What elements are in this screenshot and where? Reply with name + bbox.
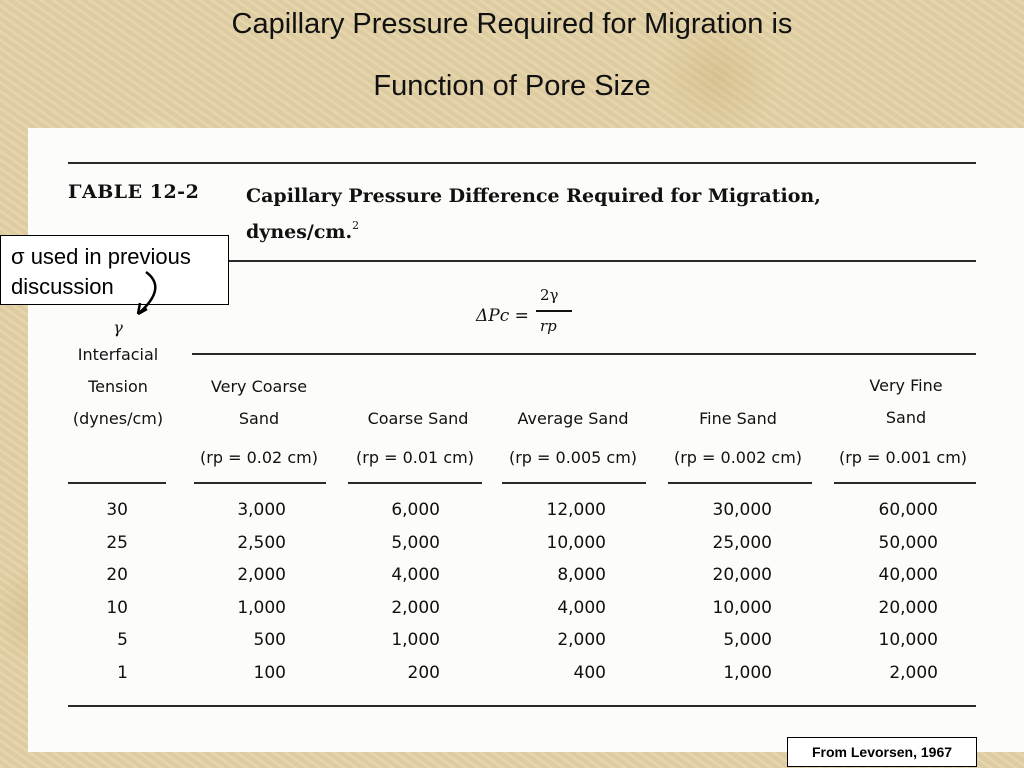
cell-value: 2,000	[889, 662, 938, 683]
cell-value: 10,000	[712, 597, 772, 618]
underline-col-coarse	[348, 482, 482, 484]
capillary-pressure-formula	[476, 286, 606, 346]
underline-col-very-coarse	[194, 482, 326, 484]
cell-value: 4,000	[557, 597, 606, 618]
cell-value: 8,000	[557, 565, 606, 585]
underline-col-very-fine	[834, 482, 976, 484]
cell-value: 2,000	[237, 565, 286, 585]
cell-value: 1,000	[391, 630, 440, 650]
rule-bottom	[68, 705, 976, 707]
cell-value: 1,000	[723, 662, 772, 683]
cell-value: 20,000	[878, 597, 938, 618]
underline-col-average	[502, 482, 646, 484]
cell-value: 2,000	[391, 597, 440, 618]
column-radius-fine: (rp = 0.002 cm)	[673, 448, 803, 467]
formula-denominator: rp	[540, 317, 557, 335]
column-radius-coarse: (rp = 0.01 cm)	[356, 448, 474, 467]
note-line-1: σ used in previous	[11, 244, 191, 269]
cell-value: 12,000	[546, 500, 606, 520]
underline-col-tension	[68, 482, 166, 484]
cell-tension: 20	[106, 565, 128, 585]
header-interfacial: Interfacial	[77, 345, 159, 364]
cell-tension: 5	[117, 630, 128, 650]
column-header-very-coarse-line1: Very Coarse	[210, 377, 308, 396]
table-number: ΓABLE 12-2	[68, 181, 200, 203]
cell-value: 25,000	[712, 532, 772, 553]
cell-value: 10,000	[878, 630, 938, 650]
note-line-2: discussion	[11, 274, 114, 299]
column-header-fine: Fine Sand	[699, 409, 777, 428]
cell-value: 30,000	[712, 500, 772, 520]
formula-numerator: 2γ	[540, 286, 559, 304]
column-header-very-fine-line2: Sand	[885, 408, 927, 427]
sigma-note-callout	[0, 235, 229, 305]
slide-title-line-1: Capillary Pressure Required for Migration is	[231, 8, 793, 40]
column-radius-very-coarse: (rp = 0.02 cm)	[200, 448, 318, 467]
note-arrow-icon	[128, 270, 178, 325]
cell-tension: 30	[106, 500, 128, 520]
column-radius-average: (rp = 0.005 cm)	[508, 448, 638, 467]
cell-value: 60,000	[878, 500, 938, 520]
cell-value: 100	[253, 662, 286, 683]
column-radius-very-fine: (rp = 0.001 cm)	[838, 448, 968, 467]
cell-value: 3,000	[237, 500, 286, 520]
cell-tension: 25	[106, 532, 128, 553]
cell-value: 40,000	[878, 565, 938, 585]
cell-value: 5,000	[391, 532, 440, 553]
cell-value: 6,000	[391, 500, 440, 520]
cell-value: 2,000	[557, 630, 606, 650]
cell-value: 2,500	[237, 532, 286, 553]
cell-tension: 10	[106, 597, 128, 618]
table-caption-text: Capillary Pressure Difference Required for Migration, dynes/cm.	[246, 185, 821, 243]
column-header-very-fine-line1: Very Fine	[869, 376, 943, 395]
scanned-table	[28, 128, 1024, 752]
slide-title-line-2: Function of Pore Size	[373, 70, 651, 102]
cell-value: 5,000	[723, 630, 772, 650]
table-caption	[246, 181, 886, 247]
rule-top	[68, 162, 976, 164]
rule-below-formula	[192, 353, 976, 355]
cell-value: 20,000	[712, 565, 772, 585]
cell-value: 4,000	[391, 565, 440, 585]
formula-lhs: ΔPc =	[476, 306, 529, 326]
cell-value: 400	[573, 662, 606, 683]
header-gamma: γ	[113, 318, 123, 337]
header-tension: Tension	[88, 377, 148, 396]
column-header-very-coarse-line2: Sand	[238, 409, 280, 428]
cell-value: 200	[407, 662, 440, 683]
cell-tension: 1	[117, 662, 128, 683]
formula-fraction-bar	[536, 310, 572, 312]
column-header-average: Average Sand	[517, 409, 629, 428]
source-citation: From Levorsen, 1967	[787, 737, 977, 767]
cell-value: 500	[253, 630, 286, 650]
header-tension-units: (dynes/cm)	[72, 409, 164, 428]
column-header-coarse: Coarse Sand	[367, 409, 469, 428]
cell-value: 1,000	[237, 597, 286, 618]
table-caption-superscript: 2	[352, 219, 360, 232]
cell-value: 10,000	[546, 532, 606, 553]
underline-col-fine	[668, 482, 812, 484]
cell-value: 50,000	[878, 532, 938, 553]
